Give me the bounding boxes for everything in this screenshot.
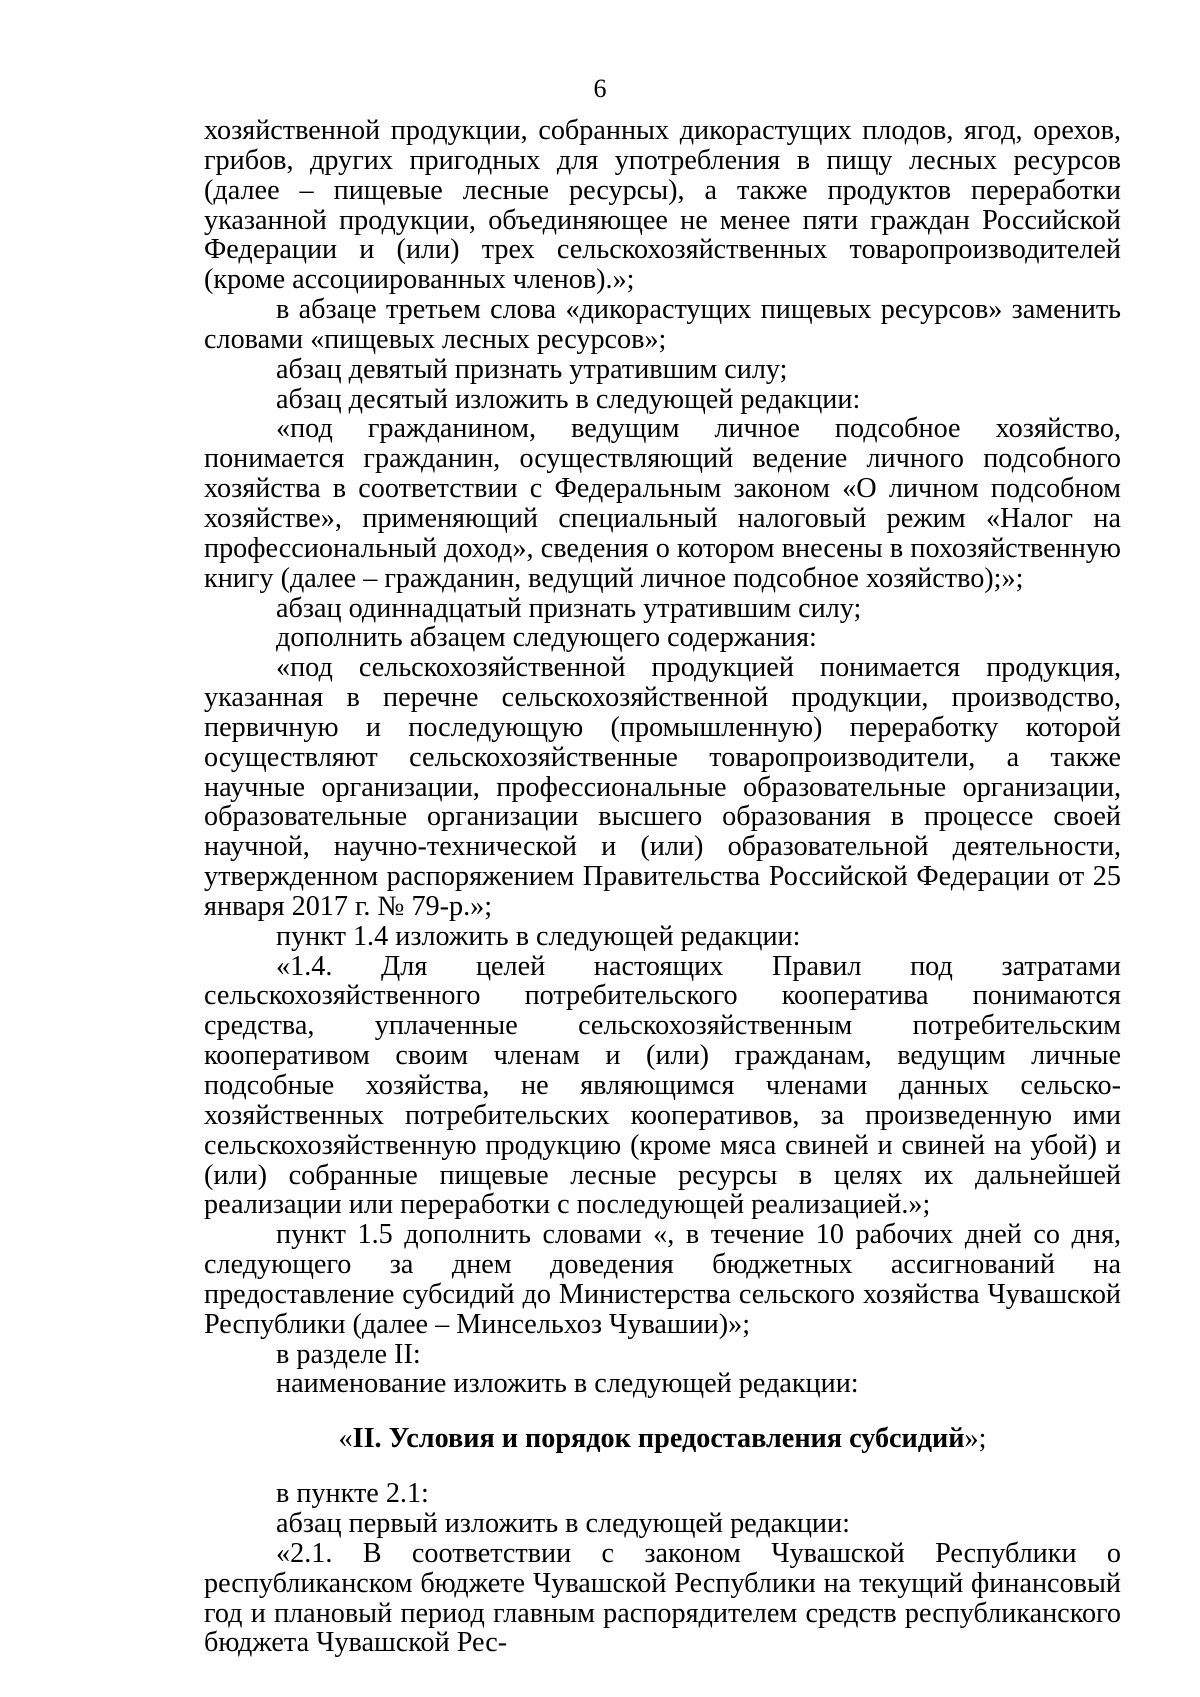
- paragraph: «под гражданином, ведущим личное подсобное хозяйство, понимается гражданин, осуществляющий ведение личного подсобного хозяйства в соответствии с Федеральным законом «О личном подсобном хозяйстве», применяющий специальный налоговый режим «Налог на профессиональный доход», сведения о котором внесены в похозяйственную книгу (далее – гражданин, ведущий личное подсобное хозяйство);»;: [204, 413, 1121, 594]
- paragraph: «2.1. В соответствии с законом Чувашской Республики о республиканском бюджете Чувашской Республики на текущий финансовый год и плановый период главным распорядителем средств республиканского бюджета Чувашской Рес-: [204, 1537, 1121, 1659]
- heading-title: II. Условия и порядок предоставления субсидий: [352, 1423, 965, 1455]
- heading-close: »;: [964, 1423, 987, 1455]
- paragraph: абзац десятый изложить в следующей редакции:: [276, 383, 861, 415]
- paragraph: абзац девятый признать утратившим силу;: [276, 353, 788, 385]
- document-body: [204, 116, 1121, 1658]
- paragraph: в пункте 2.1:: [276, 1478, 429, 1510]
- paragraph: в разделе II:: [276, 1338, 421, 1370]
- paragraph: абзац одиннадцатый признать утратившим силу;: [276, 592, 862, 624]
- page-number: 6: [593, 74, 607, 103]
- section-heading: [204, 1424, 1121, 1454]
- paragraph: в абзаце третьем слова «дикорастущих пищевых ресурсов» заменить словами «пищевых лесных ресурсов»;: [204, 294, 1121, 355]
- heading-open-quote: «: [338, 1423, 353, 1455]
- paragraph-continuation: хозяйственной продукции, собранных дикорастущих плодов, ягод, орехов, грибов, других пригодных для употребления в пищу лесных ресурсов (далее – пищевые лесные ресурсы), а также продуктов переработки указанной продукции, объединяющее не менее пяти граждан Российской Федерации и (или) трех сельскохозяйственных товаропроизводителей (кроме ассоциированных членов).»;: [204, 115, 1121, 296]
- paragraph: пункт 1.4 изложить в следующей редакции:: [276, 920, 801, 952]
- paragraph: дополнить абзацем следующего содержания:: [276, 622, 817, 654]
- paragraph: абзац первый изложить в следующей редакции:: [276, 1507, 850, 1539]
- paragraph: «под сельскохозяйственной продукцией понимается продукция, указанная в перечне сельскохозяйственной продукции, производство, первичную и последующую (промышленную) переработку которой осуществляют сельскохозяйственные товаропроизводители, а также научные организации, профессиональные образовательные организации, образовательные организации высшего образования в процессе своей научной, научно-технической и (или) образовательной деятельности, утвержденном распоряжением Правительства Российской Федерации от 25 января 2017 г. № 79-р.»;: [204, 652, 1121, 922]
- paragraph: наименование изложить в следующей редакции:: [276, 1368, 859, 1400]
- paragraph: «1.4. Для целей настоящих Правил под затратами сельскохозяйственного потребительского кооператива понимаются средства, уплаченные сельскохозяйственным потребительским кооперативом своим членам и (или) гражданам, ведущим личные подсобные хозяйства, не являющимся членами данных сельскохозяйственных потребительских кооперативов, за произведенную ими сельскохозяйственную продукцию (кроме мяса свиней и свиней на убой) и (или) собранные пищевые лесные ресурсы в целях их дальнейшей реализации или переработки с последующей реализацией.»;: [204, 950, 1121, 1221]
- paragraph: пункт 1.5 дополнить словами «, в течение 10 рабочих дней со дня, следующего за днем доведения бюджетных ассигнований на предоставление субсидий до Министерства сельского хозяйства Чувашской Республики (далее – Минсельхоз Чувашии)»;: [204, 1219, 1121, 1340]
